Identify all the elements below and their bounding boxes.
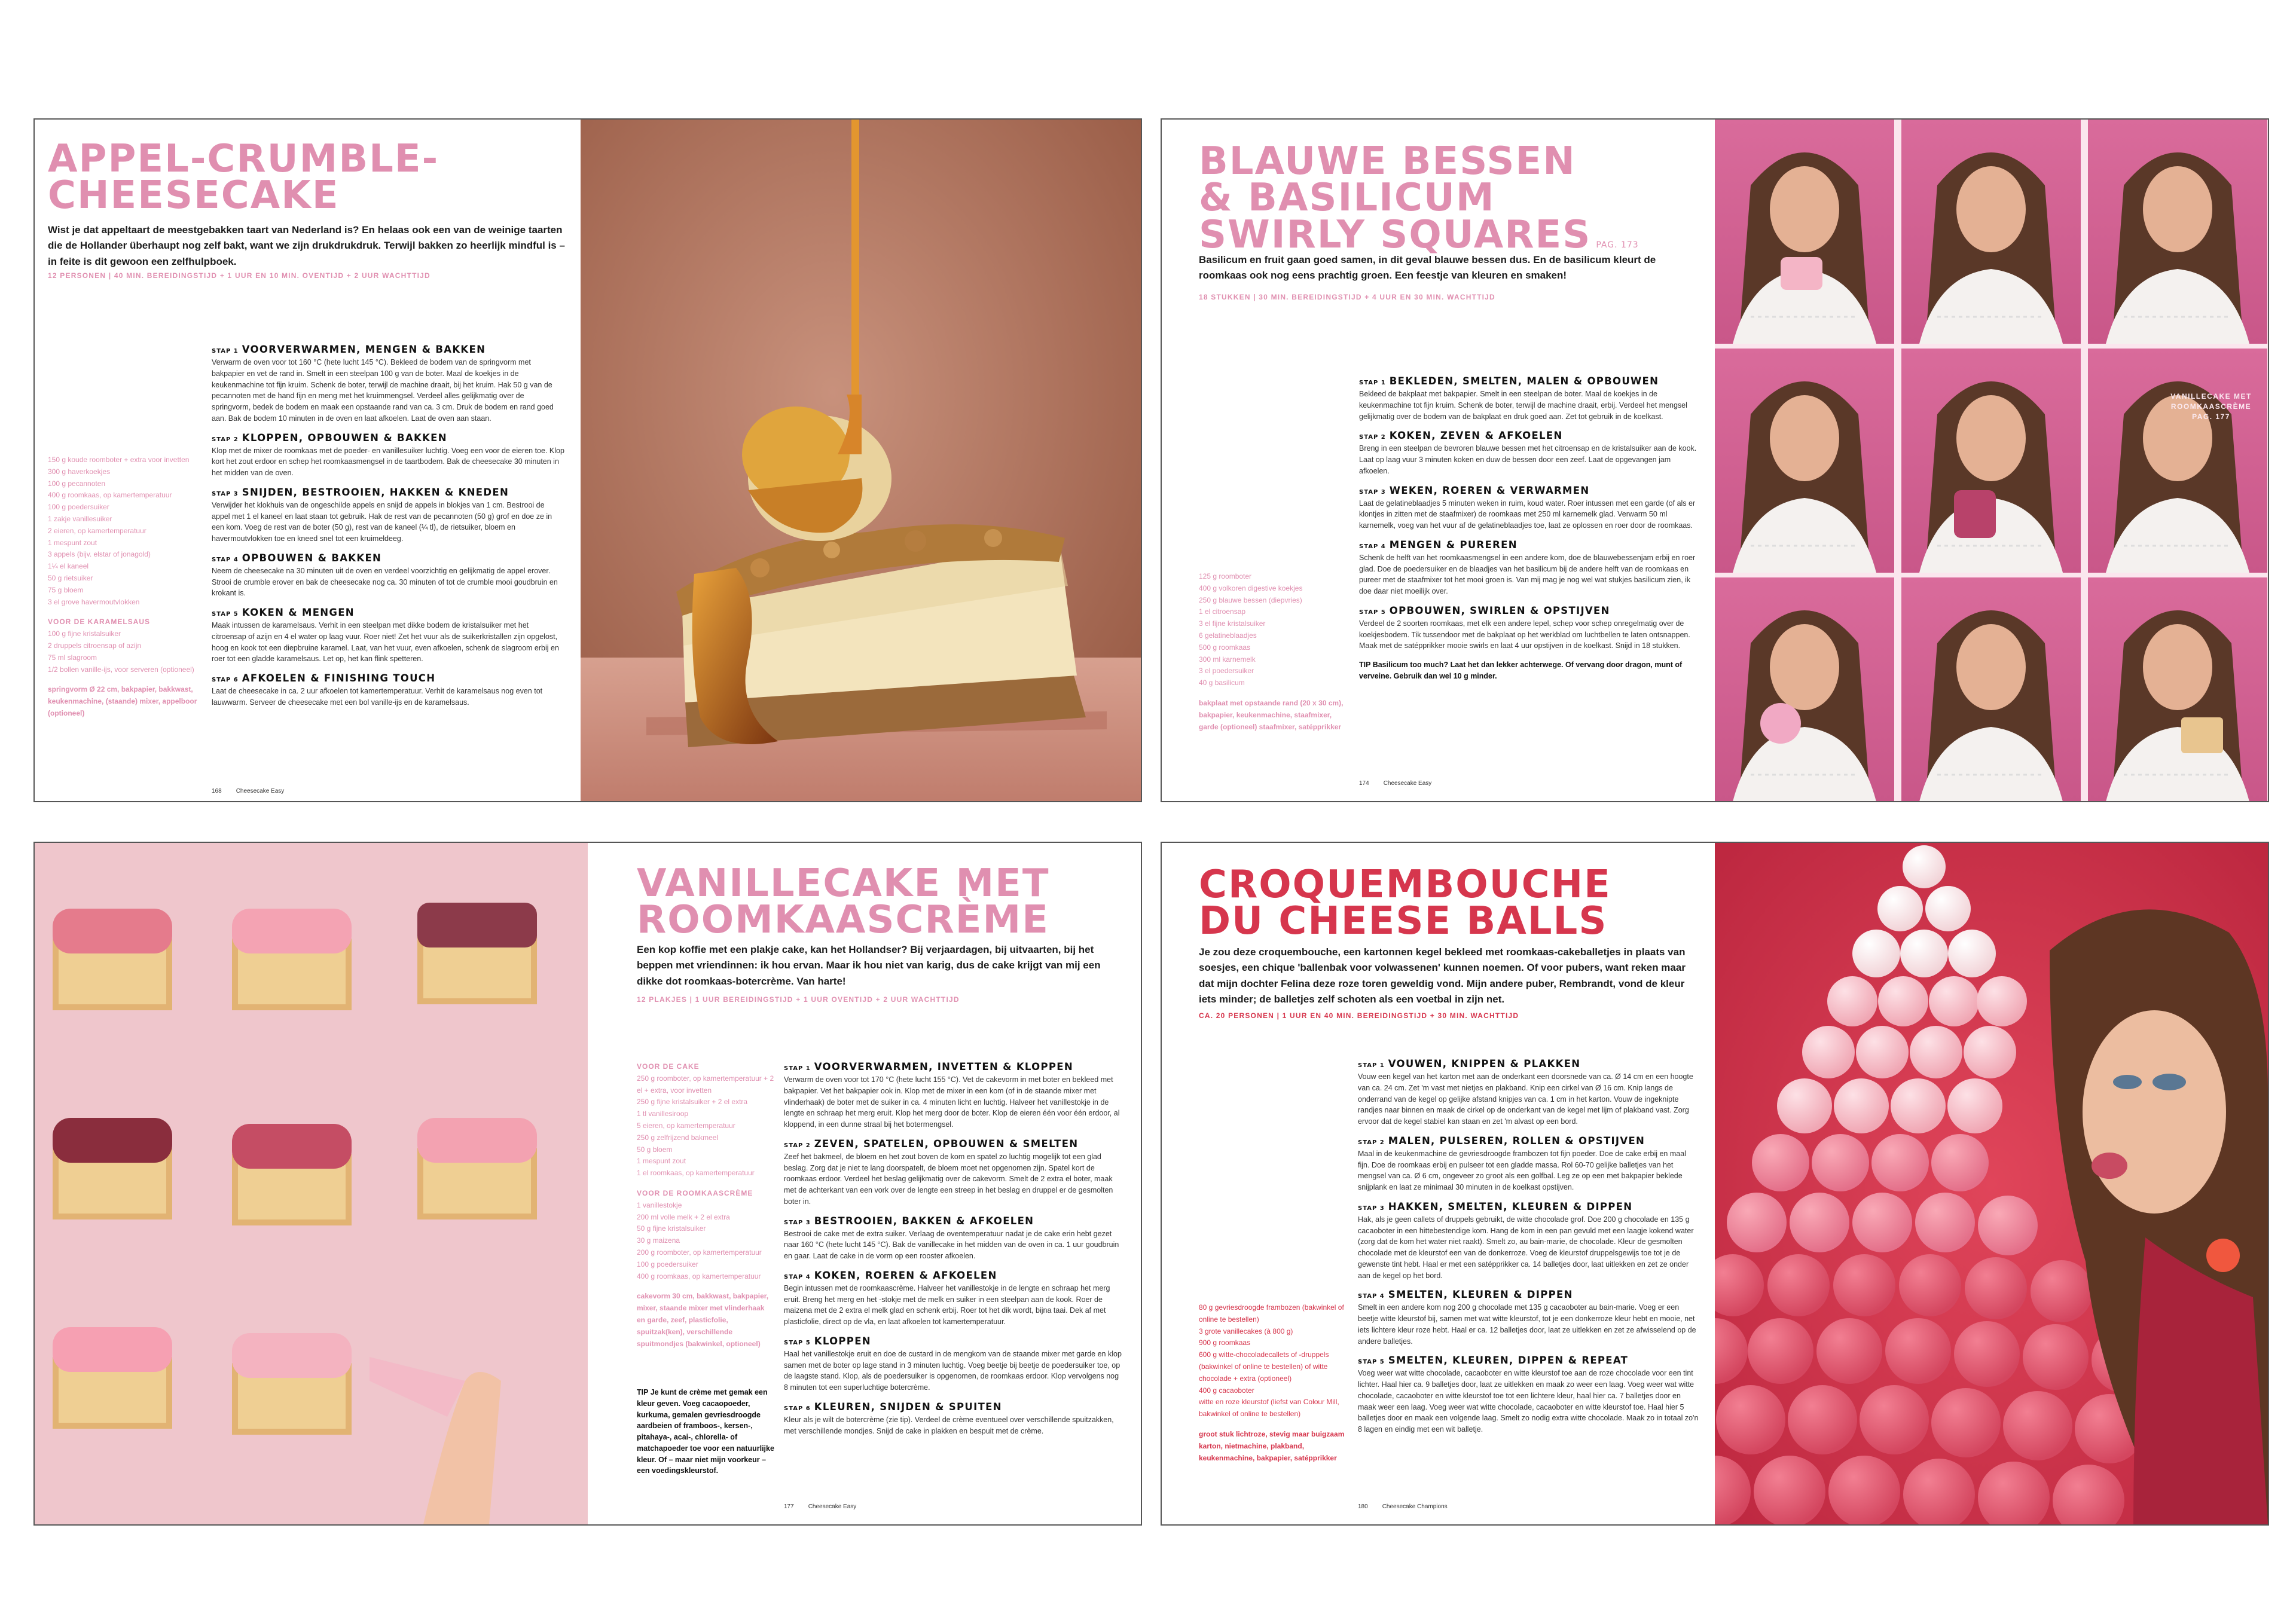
step-text: Laat de cheesecake in ca. 2 uur afkoelen tot kamertemperatuur. Verhit de karamelsaus nog even tot lauwwarm. Serveer de cheesecake met een bol vanille-ijs en de karamelsaus.: [212, 687, 543, 707]
recipe-step: [784, 1061, 1125, 1130]
ingredient: 50 g fijne kristalsuiker: [637, 1224, 706, 1233]
page-folio: [212, 788, 284, 794]
recipe-steps: [212, 344, 564, 716]
step-text: Vouw een kegel van het karton met aan de onderkant een doorsnede van ca. Ø 14 cm en een hoogte van ca. 24 cm. Zet 'm vast met nietjes en plakband. Knip een cirkel van Ø 16 cm. Knip langs de onderrand van de kegel op gelijke afstand knipjes van ca. 1 cm in het karton. Vouw de ingeknipte randjes naar binnen en maak de cirkel op de onderkant van de kegel met lijm of plakband vast. Zorg ervoor dat de kegel stabiel kan staan en zet 'm alvast op een bord.: [1358, 1072, 1693, 1126]
cheesecake-illustration: [581, 120, 1141, 801]
step-text: Zeef het bakmeel, de bloem en het zout boven de kom en spatel zo luchtig mogelijk tot een glad beslag. Zorg dat je niet te lang doorspatelt, de bloem moet net opgenomen zijn. Spatel kort de roomkaas erdoor. Verdeel het beslag gelijkmatig over de cakevorm. Smelt de 2 extra el boter, maak met de achterkant van een vork over de lengte een streep in het beslag en druppel er de gesmolten boter in.: [784, 1152, 1113, 1206]
equipment-list: cakevorm 30 cm, bakkwast, bakpapier, mixer, staande mixer met vlinderhaak en garde, zeef, plasticfolie, spuitzak(ken), verschillende spuitmondjes (bakwinkel, optioneel): [637, 1292, 769, 1348]
step-title: HAKKEN, SMELTEN, KLEUREN & DIPPEN: [1388, 1200, 1633, 1212]
step-title: VOORVERWARMEN, MENGEN & BAKKEN: [242, 344, 486, 355]
ingredient: 100 g poedersuiker: [48, 503, 109, 512]
ingredient: 1 mespunt zout: [48, 538, 97, 547]
cake-slices-photo: [35, 843, 588, 1524]
page-folio: [1358, 1503, 1448, 1510]
recipe-steps: [784, 1061, 1125, 1444]
step-title: KOKEN, ROEREN & AFKOELEN: [814, 1269, 997, 1281]
step-title: BEKLEDEN, SMELTEN, MALEN & OPBOUWEN: [1389, 375, 1659, 387]
step-title: OPBOUWEN, SWIRLEN & OPSTIJVEN: [1389, 604, 1610, 616]
step-title: AFKOELEN & FINISHING TOUCH: [242, 673, 436, 684]
step-number: STAP 6: [212, 677, 239, 683]
recipe-meta: 18 STUKKEN | 30 MIN. BEREIDINGSTIJD + 4 UUR EN 30 MIN. WACHTTIJD: [1199, 293, 1495, 301]
step-text: Verdeel de 2 soorten roomkaas, met elk een andere lepel, schep voor schep onregelmatig over de koekjesbodem. Tik tussendoor met de bakplaat op het werkblad om luchtbellen te laten ontsnappen. Maak met de satépprikker mooie swirls en laat 4 uur opstijven in de koelkast. Snijd in 18 stukken.: [1359, 619, 1690, 650]
recipe-step: [1358, 1201, 1699, 1282]
step-number: STAP 1: [784, 1065, 811, 1072]
ingredient: 1/2 bollen vanille-ijs, voor serveren (optioneel): [48, 665, 194, 674]
ingredient: 100 g poedersuiker: [637, 1260, 698, 1269]
title-line: CROQUEMBOUCHE: [1199, 863, 1611, 907]
ingredient: 5 eieren, op kamertemperatuur: [637, 1121, 735, 1130]
ingredient: 30 g maizena: [637, 1236, 680, 1245]
recipe-step: [784, 1215, 1125, 1262]
recipe-intro: Wist je dat appeltaart de meestgebakken taart van Nederland is? En helaas ook een van de weinige taarten die de Hollander überhaupt nog zelf bakt, want we zijn drukdrukdruk. Terwijl bakken zo heerlijk mindful is – in feite is dit gewoon een zelfhulpboek.: [48, 224, 565, 267]
ingredient: 2 druppels citroensap of azijn: [48, 641, 142, 650]
title-line: & BASILICUM: [1199, 176, 1495, 221]
ingredient: 300 ml karnemelk: [1199, 655, 1256, 664]
ingredient: 50 g rietsuiker: [48, 573, 93, 582]
recipe-step: [1359, 605, 1697, 652]
equipment-list: groot stuk lichtroze, stevig maar buigzaam karton, nietmachine, plakband, keukenmachine, bakpapier, satépprikker: [1199, 1429, 1345, 1462]
cross-reference-line: ROOMKAASCRÈME: [2170, 402, 2252, 411]
title-line: SWIRLY SQUARES: [1199, 212, 1592, 257]
recipe-step: [212, 432, 564, 479]
title-line: BLAUWE BESSEN: [1199, 139, 1576, 184]
ingredient: 1 zakje vanillesuiker: [48, 514, 112, 523]
recipe-tip: TIP Basilicum too much? Laat het dan lekker achterwege. Of vervang door dragon, munt of verveine. Gebruik dan wel 10 g minder.: [1359, 661, 1683, 680]
step-number: STAP 2: [1359, 434, 1386, 441]
text-page: [588, 843, 1141, 1524]
step-number: STAP 3: [1358, 1205, 1385, 1212]
step-number: STAP 1: [212, 348, 239, 354]
recipe-title: [1199, 139, 1639, 257]
ingredient: 400 g volkoren digestive koekjes: [1199, 583, 1303, 592]
recipe-step: [1359, 485, 1697, 531]
text-page: [1162, 120, 1715, 801]
recipe-step: [212, 607, 564, 665]
step-text: Hak, als je geen callets of druppels gebruikt, de witte chocolade grof. Doe 200 g chocolade en 135 g cacaoboter in een hittebestendige kom. Hang de kom in een pan gevuld met een laagje kokend water (zorg dat de kom het water niet raakt). Smelt zo, au bain-marie, de chocolade. Kleur de gesmolten chocolade met de kleurstof een van de donkerroze. Voeg de kleurstof druppelsgewijs toe tot je de gewenste tint hebt. Haal er met een satépprikker ca. 14 balletjes door, laat uitlekken en zet ze onder aan de kegel op het bord.: [1358, 1215, 1694, 1280]
ingredient: 3 el fijne kristalsuiker: [1199, 619, 1266, 628]
ingredient: 125 g roomboter: [1199, 572, 1252, 580]
ingredient: 1 el roomkaas, op kamertemperatuur: [637, 1169, 755, 1178]
step-title: WEKEN, ROEREN & VERWARMEN: [1389, 484, 1590, 496]
step-title: VOUWEN, KNIPPEN & PLAKKEN: [1388, 1058, 1581, 1069]
ingredient: 300 g haverkoekjes: [48, 467, 111, 476]
recipe-tip: TIP Je kunt de crème met gemak een kleur geven. Voeg cacaopoeder, kurkuma, gemalen gevriesdroogde aardbeien of framboos-, kersen-, pitahaya-, acai-, chlorella- of matchapoeder toe voor een natuurlijke kleur. Of – maar niet mijn voorkeur – een voedingskleurstof.: [637, 1388, 774, 1475]
recipe-step: [212, 673, 564, 708]
step-title: KLOPPEN: [814, 1335, 871, 1347]
ingredient: 1 vanillestokje: [637, 1200, 682, 1209]
step-title: SMELTEN, KLEUREN, DIPPEN & REPEAT: [1388, 1355, 1629, 1367]
recipe-meta: 12 PERSONEN | 40 MIN. BEREIDINGSTIJD + 1 UUR EN 10 MIN. OVENTIJD + 2 UUR WACHTTIJD: [48, 271, 430, 280]
step-text: Smelt in een andere kom nog 200 g chocolade met 135 g cacaoboter au bain-marie. Voeg er een beetje witte kleurstof bij, samen met wat witte kleurstof, tot je een donkerroze kleur hebt en mooie, net iets lichtere kleur roze hebt. Haal er ca. 12 balletjes door, laat ze uitlekken en zet ze afwisselend op de andere balletjes.: [1358, 1303, 1696, 1346]
page-number: 174: [1359, 780, 1369, 787]
ingredient: 900 g roomkaas: [1199, 1338, 1251, 1347]
croquembouche-illustration: [1715, 843, 2268, 1524]
ingredient: 3 el grove havermoutvlokken: [48, 597, 140, 606]
step-number: STAP 5: [1358, 1359, 1385, 1366]
step-number: STAP 5: [212, 611, 239, 618]
recipe-step: [1359, 539, 1697, 597]
ingredient: 3 appels (bijv. elstar of jonagold): [48, 550, 151, 559]
step-text: Klop met de mixer de roomkaas met de poeder- en vanillesuiker luchtig. Voeg een voor de eieren toe. Klop kort het zout erdoor en schep het roomkaasmengsel in de taartbodem. Bak de cheesecake 30 minuten in het midden van de oven.: [212, 446, 564, 477]
recipe-step: [1358, 1355, 1699, 1435]
spread-vanillecake-roomkaascreme: [35, 843, 1141, 1524]
text-page: [35, 120, 581, 801]
running-title: Cheesecake Champions: [1382, 1503, 1448, 1510]
step-number: STAP 2: [212, 436, 239, 443]
recipe-meta: CA. 20 PERSONEN | 1 UUR EN 40 MIN. BEREIDINGSTIJD + 30 MIN. WACHTTIJD: [1199, 1011, 1519, 1020]
step-title: MALEN, PULSEREN, ROLLEN & OPSTIJVEN: [1388, 1135, 1645, 1147]
step-title: KLOPPEN, OPBOUWEN & BAKKEN: [242, 432, 447, 444]
page-number: 177: [784, 1503, 794, 1510]
recipe-steps: [1359, 375, 1697, 682]
step-title: SNIJDEN, BESTROOIEN, HAKKEN & KNEDEN: [242, 486, 509, 498]
step-text: Haal het vanillestokje eruit en doe de custard in de mengkom van de staande mixer met garde en klop samen met de boter op lage stand in 3 minuten luchtig. Voeg beetje bij beetje de poedersuiker toe, op de laagste stand. Klop, als de poedersuiker is opgenomen, de roomkaas erdoor. Klop vervolgens nog 8 minuten tot een superluchtige botercrème.: [784, 1349, 1122, 1392]
ingredient: 1¼ el kaneel: [48, 562, 89, 571]
spread-croquembouche-cheese-balls: [1162, 843, 2268, 1524]
page-folio: [784, 1503, 856, 1510]
ingredient: 1 mespunt zout: [637, 1157, 686, 1166]
page-number: 180: [1358, 1503, 1368, 1510]
step-title: VOORVERWARMEN, INVETTEN & KLOPPEN: [814, 1061, 1073, 1072]
step-number: STAP 2: [1358, 1139, 1385, 1146]
ingredient: 40 g basilicum: [1199, 678, 1245, 687]
cross-reference-label: [2169, 392, 2253, 421]
title-line: APPEL-CRUMBLE-: [48, 137, 439, 181]
running-title: Cheesecake Easy: [808, 1503, 857, 1510]
title-line: DU CHEESE BALLS: [1199, 899, 1608, 944]
ingredient-list: [1199, 571, 1348, 733]
ingredient: 600 g witte-chocoladecallets of -druppels (bakwinkel of online te bestellen) of witte chocolade + extra (optioneel): [1199, 1350, 1329, 1383]
step-text: Verwarm de oven voor tot 170 °C (hete lucht 155 °C). Vet de cakevorm in met boter en bekleed met bakpapier. Vet het bakpapier ook in. Klop met de mixer in een kom (of in de staande mixer met vlinderhaak) de boter met de suiker in ca. 4 minuten licht en luchtig. Halveer het vanillestokje in de lengte en schraap het merg eruit. Klop het merg door de boter. Klop de eieren één voor één erdoor, al kloppend, in een dunne straal bij het botermengsel.: [784, 1075, 1120, 1129]
step-text: Laat de gelatineblaadjes 5 minuten weken in ruim, koud water. Roer intussen met een garde (of als er klontjes in zitten met de staafmixer) de roomkaas met 250 ml karnemelk glad. Verwarm 50 ml karnemelk, voeg van het vuur af de gelatineblaadjes toe, laat ze oplossen en roer door de roomkaas.: [1359, 499, 1696, 530]
ingredient: 1 tl vanillesiroop: [637, 1109, 689, 1118]
recipe-title: [48, 137, 439, 218]
step-title: MENGEN & PUREREN: [1389, 539, 1518, 551]
ingredient: 100 g pecannoten: [48, 479, 106, 488]
ingredient: 80 g gevriesdroogde frambozen (bakwinkel of online te bestellen): [1199, 1303, 1344, 1324]
step-text: Maak intussen de karamelsaus. Verhit in een steelpan met dikke bodem de kristalsuiker met het citroensap of azijn en 4 el water op laag vuur. Roer niet! Zet het vuur als de suikerkristallen zijn opgelost, hoog en kook tot een diepbruine karamel. Laat, van het vuur, even afkoelen, schenk de slagroom erbij en roer tot een gladde karamelsaus. Let op, het kan flink spetteren.: [212, 621, 559, 664]
step-number: STAP 4: [784, 1273, 811, 1280]
ingredient-group-heading: VOOR DE ROOMKAASCRÈME: [637, 1188, 753, 1197]
ingredient: 6 gelatineblaadjes: [1199, 631, 1257, 640]
ingredient: 500 g roomkaas: [1199, 643, 1251, 652]
step-text: Verwijder het klokhuis van de ongeschilde appels en snijd de appels in blokjes van 1 cm. Bestrooi de appel met 1 el kaneel en laat staan tot gebruik. Hak de rest van de pecannoten (50 g) grof en doe ze in een kom. Voeg de rest van de boter (50 g), rest van de kaneel (¼ tl), de rietsuiker, bloem en havermoutvlokken toe en kneed snel tot een kruimeldeeg.: [212, 500, 552, 543]
ingredient: 200 g roomboter, op kamertemperatuur: [637, 1248, 762, 1257]
ingredient: 150 g koude roomboter + extra voor invetten: [48, 456, 190, 464]
equipment-list: bakplaat met opstaande rand (20 x 30 cm), bakpapier, keukenmachine, staafmixer, garde (optioneel) staafmixer, satépprikker: [1199, 698, 1344, 731]
step-text: Verwarm de oven voor tot 160 °C (hete lucht 145 °C). Bekleed de bodem van de springvorm met bakpapier en vet de rand in. Smelt in een steelpan 100 g van de boter. Maal de koekjes in de keukenmachine tot fijn kruim. Schenk de boter, terwijl de machine draait, bij het kruim. Hak 50 g van de pecannoten met de hand fijn en meng met het kruimmengsel. Verdeel alles gelijkmatig over de springvorm, bedek de bodem en maak een opstaande rand van ca. 3 cm. Druk de bodem en rand goed aan. Bak de bodem 10 minuten in de oven en laat afkoelen. Laat de oven aan staan.: [212, 358, 554, 423]
portrait-grid-illustration: [1715, 120, 2268, 801]
ingredient-list: [637, 1061, 774, 1350]
step-number: STAP 3: [1359, 488, 1386, 496]
ingredient: 2 eieren, op kamertemperatuur: [48, 526, 146, 535]
running-title: Cheesecake Easy: [236, 788, 285, 794]
ingredient: 250 g roomboter, op kamertemperatuur + 2 el + extra, voor invetten: [637, 1074, 774, 1095]
step-text: Kleur als je wilt de botercrème (zie tip). Verdeel de crème eventueel over verschillende spuitzakken, met verschillende mondjes. Snijd de cake in plakken en bespuit met de crème.: [784, 1415, 1114, 1435]
ingredient: 50 g bloem: [637, 1145, 673, 1154]
step-text: Schenk de helft van het roomkaasmengsel in een andere kom, doe de blauwebessenjam erbij en roer glad. Doe de poedersuiker en de blaadjes van het basilicum bij de andere helft van de roomkaas en pureer met de staafmixer tot het mooi groen is. Van mij mag je nog wel wat stukjes basilicum zien, ik doe daar niet moeilijk over.: [1359, 553, 1696, 595]
step-text: Breng in een steelpan de bevroren blauwe bessen met het citroensap en de kristalsuiker aan de kook. Laat op laag vuur 3 minuten koken en duw de bessen door een zeef. Laat de opgevangen jam afkoelen.: [1359, 444, 1697, 475]
ingredient: 400 g cacaoboter: [1199, 1386, 1254, 1395]
step-title: KLEUREN, SNIJDEN & SPUITEN: [814, 1401, 1002, 1413]
step-title: KOKEN & MENGEN: [242, 607, 355, 618]
step-title: SMELTEN, KLEUREN & DIPPEN: [1388, 1289, 1573, 1301]
cross-reference-line: PAG. 177: [2192, 412, 2230, 421]
ingredient: 1 el citroensap: [1199, 607, 1246, 616]
cake-slices-illustration: [35, 843, 588, 1524]
title-line: CHEESECAKE: [48, 173, 340, 218]
step-text: Begin intussen met de roomkaascrème. Halveer het vanillestokje in de lengte en schraap het merg eruit. Breng het merg en het -stokje met de melk en suiker in een steelpan aan de kook. Roer de maizena met de 2 extra el melk glad en schenk erbij. Roer tot het dik wordt, bijna taai. Dek af met plasticfolie, direct op de vla, en laat afkoelen tot kamertemperatuur.: [784, 1283, 1110, 1326]
step-number: STAP 4: [1358, 1293, 1385, 1300]
recipe-step: [784, 1335, 1125, 1393]
spread-appel-crumble-cheesecake: [35, 120, 1141, 801]
recipe-step: [1358, 1289, 1699, 1347]
step-number: STAP 4: [212, 556, 239, 563]
step-text: Voeg weer wat witte chocolade, cacaoboter en witte kleurstof toe aan de roze chocolade voor een tint lichter. Haal hier ca. 9 balletjes door, laat ze uitlekken en maak zo weer een laag. Voeg weer wat witte chocolade, cacaoboter en witte kleurstof toe tot een lichtere kleur, haal hier ca. 7 balletjes door en maak weer een laag. Voeg weer wat witte chocolade, cacaoboter en witte kleurstof toe. Haal hier 5 balletjes door en maak een volgende laag. Smelt zo nodig extra witte chocolade. Maak zo in totaal zo'n 8 lagen en eindig met een wit balletje.: [1358, 1369, 1699, 1434]
spread-blauwe-bessen-swirly-squares: [1162, 120, 2268, 801]
ingredient: 400 g roomkaas, op kamertemperatuur: [48, 491, 172, 500]
running-title: Cheesecake Easy: [1383, 780, 1432, 787]
page-reference: PAG. 173: [1596, 240, 1639, 250]
recipe-step: [1358, 1135, 1699, 1193]
recipe-step: [784, 1401, 1125, 1437]
page-folio: [1359, 780, 1431, 787]
step-title: BESTROOIEN, BAKKEN & AFKOELEN: [814, 1215, 1034, 1227]
ingredient: 250 g fijne kristalsuiker + 2 el extra: [637, 1098, 748, 1107]
recipe-step: [212, 552, 564, 599]
step-text: Neem de cheesecake na 30 minuten uit de oven en verdeel voorzichtig en gelijkmatig de appel erover. Strooi de crumble erover en bak de cheesecake nog ca. 30 minuten of tot de crumble mooi goudbruin en krokant is.: [212, 566, 558, 598]
croquembouche-photo: [1715, 843, 2268, 1524]
step-number: STAP 4: [1359, 543, 1386, 550]
recipe-step: [784, 1270, 1125, 1328]
recipe-title: [637, 861, 1050, 943]
ingredient: witte en roze kleurstof (liefst van Colour Mill, bakwinkel of online te bestellen): [1199, 1398, 1339, 1419]
ingredient-list: [48, 454, 209, 720]
ingredient-list: [1199, 1302, 1345, 1464]
step-text: Bekleed de bakplaat met bakpapier. Smelt in een steelpan de boter. Maal de koekjes in de keukenmachine tot fijn kruim. Schenk de boter, terwijl de machine draait, erbij. Verdeel het mengsel gelijkmatig over de bodem van de bakplaat en druk goed aan. Zet tot gebruik in de koelkast.: [1359, 390, 1687, 421]
step-text: Maal in de keukenmachine de gevriesdroogde frambozen tot fijn poeder. Doe de cake erbij en maal fijn. Doe de roomkaas erbij en pulseer tot een gladde massa. Rol 60-70 gelijke balletjes van het mengsel van ca. Ø 6 cm, ongeveer zo groot als een golfbal. Leg ze op een met bakpapier beklede snijplank en laat ze minimaal 30 minuten in de koelkast opstijven.: [1358, 1149, 1686, 1191]
title-line: VANILLECAKE MET: [637, 861, 1050, 906]
step-number: STAP 1: [1359, 380, 1386, 386]
recipe-intro: Basilicum en fruit gaan goed samen, in dit geval blauwe bessen dus. En de basilicum kleurt de roomkaas ook nog eens prachtig groen. Een feestje van kleuren en smaken!: [1199, 254, 1656, 282]
ingredient-group-heading: VOOR DE CAKE: [637, 1062, 700, 1071]
cheesecake-photo: [581, 120, 1141, 801]
ingredient: 100 g fijne kristalsuiker: [48, 629, 121, 638]
recipe-step: [784, 1138, 1125, 1208]
ingredient: 75 ml slagroom: [48, 653, 97, 662]
text-page: [1162, 843, 1715, 1524]
ingredient-group-heading: VOOR DE KARAMELSAUS: [48, 618, 151, 626]
recipe-intro: Een kop koffie met een plakje cake, kan het Hollandser? Bij verjaardagen, bij uitvaarten, bij het beppen met vriendinnen: ik hou ervan. Maar ik hou niet van karig, dus de cake krijgt van mij een dikke dot roomkaas-botercrème. Van harte!: [637, 944, 1101, 987]
portrait-grid-photo: [1715, 120, 2268, 801]
recipe-title: [1199, 863, 1611, 944]
step-number: STAP 1: [1358, 1062, 1385, 1069]
recipe-step: [212, 487, 564, 545]
recipe-step: [1359, 430, 1697, 476]
cross-reference-line: VANILLECAKE MET: [2170, 392, 2252, 401]
step-number: STAP 2: [784, 1142, 811, 1149]
step-number: STAP 3: [784, 1219, 811, 1226]
ingredient: 75 g bloem: [48, 585, 84, 594]
page-number: 168: [212, 788, 222, 794]
recipe-steps: [1358, 1058, 1699, 1443]
ingredient: 200 ml volle melk + 2 el extra: [637, 1212, 730, 1221]
recipe-intro: Je zou deze croquembouche, een kartonnen kegel bekleed met roomkaas-cakeballetjes in plaats van soesjes, een chique 'ballenbak voor volwassenen' kunnen noemen. Of voor pubers, want reken maar dat mijn dochter Felina deze roze toren geweldig vond. Mijn andere puber, Rembrandt, vond de kleur iets minder; de balletjes zelf schoten als een voetbal in zijn net.: [1199, 946, 1686, 1005]
ingredient: 3 grote vanillecakes (à 800 g): [1199, 1326, 1293, 1335]
recipe-step: [1359, 375, 1697, 422]
recipe-step: [212, 344, 564, 424]
step-number: STAP 3: [212, 490, 239, 497]
equipment-list: springvorm Ø 22 cm, bakpapier, bakkwast, keukenmachine, (staande) mixer, appelboor (optioneel): [48, 685, 197, 717]
recipe-meta: 12 PLAKJES | 1 UUR BEREIDINGSTIJD + 1 UUR OVENTIJD + 2 UUR WACHTTIJD: [637, 995, 960, 1004]
step-title: OPBOUWEN & BAKKEN: [242, 552, 382, 564]
step-title: ZEVEN, SPATELEN, OPBOUWEN & SMELTEN: [814, 1138, 1079, 1150]
ingredient: 250 g blauwe bessen (diepvries): [1199, 595, 1302, 604]
ingredient: 250 g zelfrijzend bakmeel: [637, 1133, 719, 1142]
recipe-step: [1358, 1058, 1699, 1127]
ingredient: 3 el poedersuiker: [1199, 667, 1254, 676]
step-title: KOKEN, ZEVEN & AFKOELEN: [1389, 430, 1563, 442]
step-number: STAP 5: [784, 1339, 811, 1346]
step-text: Bestrooi de cake met de extra suiker. Verlaag de oventemperatuur nadat je de cake erin hebt gezet naar 160 °C (hete lucht 145 °C). Bak de vanillecake in het midden van de oven in ca. 1 uur goudbruin en gaar. Laat de cake in de vorm op een rooster afkoelen.: [784, 1229, 1119, 1260]
title-line: ROOMKAASCRÈME: [637, 898, 1049, 943]
step-number: STAP 5: [1359, 609, 1386, 616]
step-number: STAP 6: [784, 1405, 811, 1412]
ingredient: 400 g roomkaas, op kamertemperatuur: [637, 1271, 761, 1280]
